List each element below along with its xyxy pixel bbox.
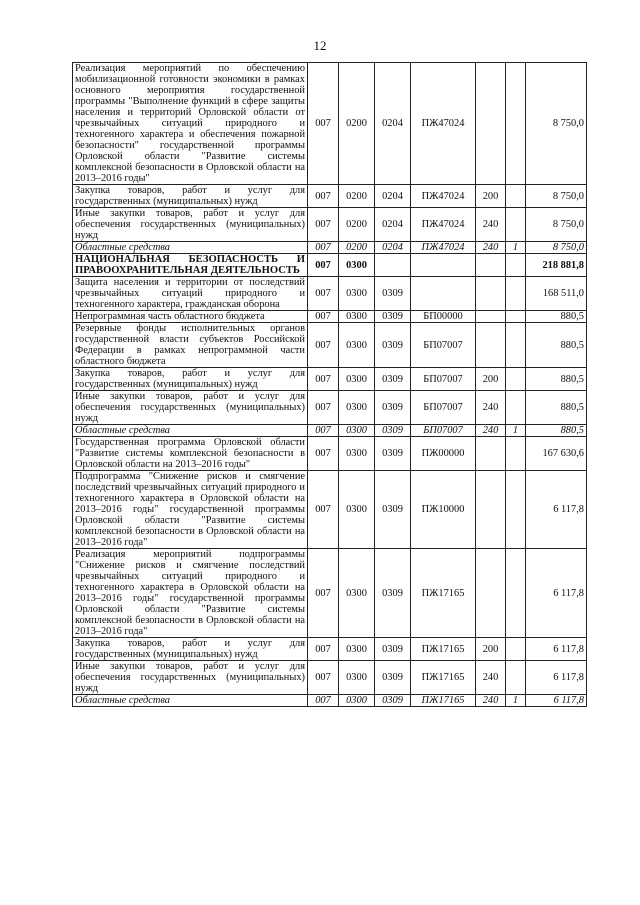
row-source: 1	[506, 695, 526, 707]
row-razdel: 0300	[339, 471, 375, 549]
row-vr: 200	[476, 368, 506, 391]
row-csr	[411, 254, 476, 277]
row-razdel: 0300	[339, 549, 375, 638]
row-amount: 880,5	[526, 323, 587, 368]
row-vr	[476, 471, 506, 549]
row-name: Непрограммная часть областного бюджета	[73, 311, 308, 323]
row-razdel: 0200	[339, 185, 375, 208]
row-grbs: 007	[308, 208, 339, 242]
row-amount: 8 750,0	[526, 185, 587, 208]
row-razdel: 0300	[339, 638, 375, 661]
row-source	[506, 208, 526, 242]
table-row	[73, 323, 587, 368]
table-row	[73, 549, 587, 638]
row-amount: 8 750,0	[526, 242, 587, 254]
row-grbs: 007	[308, 549, 339, 638]
table-row	[73, 311, 587, 323]
row-vr: 240	[476, 661, 506, 695]
row-amount: 880,5	[526, 368, 587, 391]
row-podrazdel: 0204	[375, 242, 411, 254]
row-grbs: 007	[308, 638, 339, 661]
row-grbs: 007	[308, 368, 339, 391]
row-podrazdel	[375, 254, 411, 277]
row-podrazdel: 0309	[375, 549, 411, 638]
row-vr: 240	[476, 391, 506, 425]
row-amount: 6 117,8	[526, 549, 587, 638]
row-razdel: 0300	[339, 254, 375, 277]
row-vr	[476, 254, 506, 277]
row-csr: БП00000	[411, 311, 476, 323]
row-amount: 880,5	[526, 425, 587, 437]
row-name: Иные закупки товаров, работ и услуг для обеспечения государственных (муниципальных) нужд	[73, 661, 308, 695]
row-podrazdel: 0204	[375, 63, 411, 185]
table-row	[73, 391, 587, 425]
row-name: Закупка товаров, работ и услуг для государственных (муниципальных) нужд	[73, 368, 308, 391]
row-name: Резервные фонды исполнительных органов государственной власти субъектов Российской Федерации в рамках непрограммной части областного бюджета	[73, 323, 308, 368]
row-name: Областные средства	[73, 695, 308, 707]
row-name: Иные закупки товаров, работ и услуг для обеспечения государственных (муниципальных) нужд	[73, 391, 308, 425]
table-body	[73, 63, 587, 707]
row-vr	[476, 311, 506, 323]
row-grbs: 007	[308, 661, 339, 695]
row-grbs: 007	[308, 425, 339, 437]
row-amount: 8 750,0	[526, 63, 587, 185]
row-csr: ПЖ00000	[411, 437, 476, 471]
row-name: Иные закупки товаров, работ и услуг для обеспечения государственных (муниципальных) нужд	[73, 208, 308, 242]
row-grbs: 007	[308, 311, 339, 323]
row-podrazdel: 0309	[375, 368, 411, 391]
row-source	[506, 661, 526, 695]
table-row	[73, 208, 587, 242]
row-vr: 200	[476, 638, 506, 661]
row-razdel: 0300	[339, 277, 375, 311]
row-source	[506, 254, 526, 277]
row-source	[506, 63, 526, 185]
table-row	[73, 185, 587, 208]
row-razdel: 0300	[339, 425, 375, 437]
row-vr: 240	[476, 695, 506, 707]
row-grbs: 007	[308, 242, 339, 254]
row-vr: 200	[476, 185, 506, 208]
row-source	[506, 549, 526, 638]
row-podrazdel: 0309	[375, 471, 411, 549]
row-razdel: 0200	[339, 242, 375, 254]
row-vr	[476, 277, 506, 311]
row-source	[506, 185, 526, 208]
row-podrazdel: 0309	[375, 323, 411, 368]
row-amount: 6 117,8	[526, 638, 587, 661]
table-row	[73, 638, 587, 661]
row-amount: 6 117,8	[526, 695, 587, 707]
row-grbs: 007	[308, 471, 339, 549]
page-number: 12	[313, 38, 327, 53]
row-vr: 240	[476, 425, 506, 437]
table-row	[73, 425, 587, 437]
table-row	[73, 242, 587, 254]
row-razdel: 0300	[339, 311, 375, 323]
row-podrazdel: 0309	[375, 437, 411, 471]
row-vr	[476, 323, 506, 368]
budget-table	[72, 62, 587, 707]
row-grbs: 007	[308, 254, 339, 277]
row-name: Закупка товаров, работ и услуг для государственных (муниципальных) нужд	[73, 638, 308, 661]
row-razdel: 0300	[339, 323, 375, 368]
row-source	[506, 471, 526, 549]
row-csr: ПЖ17165	[411, 549, 476, 638]
row-source: 1	[506, 242, 526, 254]
row-source	[506, 368, 526, 391]
row-podrazdel: 0204	[375, 185, 411, 208]
row-razdel: 0300	[339, 437, 375, 471]
table-row	[73, 368, 587, 391]
row-name: Закупка товаров, работ и услуг для государственных (муниципальных) нужд	[73, 185, 308, 208]
row-podrazdel: 0204	[375, 208, 411, 242]
row-csr: БП07007	[411, 368, 476, 391]
row-name: Защита населения и территории от последствий чрезвычайных ситуаций природного и техногенного характера, гражданская оборона	[73, 277, 308, 311]
row-grbs: 007	[308, 63, 339, 185]
row-name: Реализация мероприятий по обеспечению мобилизационной готовности экономики в рамках основного мероприятия государственной программы "Выполнение функций в сфере защиты населения и территорий Орловской области от чрезвычайных ситуаций природного и техногенного характера и обеспечения пожарной безопасности" государственной программы Орловской области "Развитие системы комплексной безопасности в Орловской области на 2013–2016 годы"	[73, 63, 308, 185]
row-source: 1	[506, 425, 526, 437]
row-razdel: 0300	[339, 661, 375, 695]
table-row	[73, 695, 587, 707]
row-grbs: 007	[308, 185, 339, 208]
row-grbs: 007	[308, 391, 339, 425]
row-razdel: 0300	[339, 368, 375, 391]
row-podrazdel: 0309	[375, 311, 411, 323]
row-name: Областные средства	[73, 425, 308, 437]
row-csr: БП07007	[411, 323, 476, 368]
row-csr: ПЖ47024	[411, 185, 476, 208]
row-csr: ПЖ17165	[411, 638, 476, 661]
row-csr: БП07007	[411, 391, 476, 425]
row-podrazdel: 0309	[375, 638, 411, 661]
row-amount: 6 117,8	[526, 661, 587, 695]
row-csr: ПЖ47024	[411, 242, 476, 254]
row-vr	[476, 549, 506, 638]
row-podrazdel: 0309	[375, 425, 411, 437]
row-amount: 8 750,0	[526, 208, 587, 242]
row-vr: 240	[476, 242, 506, 254]
table-row	[73, 437, 587, 471]
row-grbs: 007	[308, 323, 339, 368]
row-grbs: 007	[308, 277, 339, 311]
row-vr	[476, 63, 506, 185]
row-amount: 880,5	[526, 391, 587, 425]
row-source	[506, 311, 526, 323]
table-row	[73, 63, 587, 185]
row-razdel: 0200	[339, 208, 375, 242]
row-source	[506, 277, 526, 311]
row-grbs: 007	[308, 695, 339, 707]
row-amount: 880,5	[526, 311, 587, 323]
row-amount: 218 881,8	[526, 254, 587, 277]
row-name: Областные средства	[73, 242, 308, 254]
row-csr: БП07007	[411, 425, 476, 437]
row-csr: ПЖ17165	[411, 661, 476, 695]
row-source	[506, 437, 526, 471]
row-csr: ПЖ47024	[411, 208, 476, 242]
row-podrazdel: 0309	[375, 661, 411, 695]
table-row	[73, 661, 587, 695]
table-row	[73, 254, 587, 277]
row-razdel: 0300	[339, 391, 375, 425]
row-csr: ПЖ10000	[411, 471, 476, 549]
row-source	[506, 638, 526, 661]
row-source	[506, 391, 526, 425]
row-podrazdel: 0309	[375, 391, 411, 425]
row-csr	[411, 277, 476, 311]
row-name: Подпрограмма "Снижение рисков и смягчение последствий чрезвычайных ситуаций природного и техногенного характера в Орловской области на 2013–2016 годы" государственной программы Орловской области "Развитие системы комплексной безопасности в Орловской области на 2013–2016 года"	[73, 471, 308, 549]
row-podrazdel: 0309	[375, 277, 411, 311]
row-razdel: 0200	[339, 63, 375, 185]
row-name: Реализация мероприятий подпрограммы "Снижение рисков и смягчение последствий чрезвычайных ситуаций природного и техногенного характера в Орловской области на 2013–2016 годы" государственной программы Орловской области "Развитие системы комплексной безопасности в Орловской области на 2013–2016 года"	[73, 549, 308, 638]
row-amount: 168 511,0	[526, 277, 587, 311]
row-name: Государственная программа Орловской области "Развитие системы комплексной безопасности в Орловской области на 2013–2016 годы"	[73, 437, 308, 471]
row-source	[506, 323, 526, 368]
row-vr: 240	[476, 208, 506, 242]
row-vr	[476, 437, 506, 471]
row-amount: 167 630,6	[526, 437, 587, 471]
table-row	[73, 277, 587, 311]
row-grbs: 007	[308, 437, 339, 471]
row-razdel: 0300	[339, 695, 375, 707]
row-amount: 6 117,8	[526, 471, 587, 549]
row-csr: ПЖ17165	[411, 695, 476, 707]
row-name: НАЦИОНАЛЬНАЯ БЕЗОПАСНОСТЬ И ПРАВООХРАНИТЕЛЬНАЯ ДЕЯТЕЛЬНОСТЬ	[73, 254, 308, 277]
row-csr: ПЖ47024	[411, 63, 476, 185]
table-row	[73, 471, 587, 549]
row-podrazdel: 0309	[375, 695, 411, 707]
